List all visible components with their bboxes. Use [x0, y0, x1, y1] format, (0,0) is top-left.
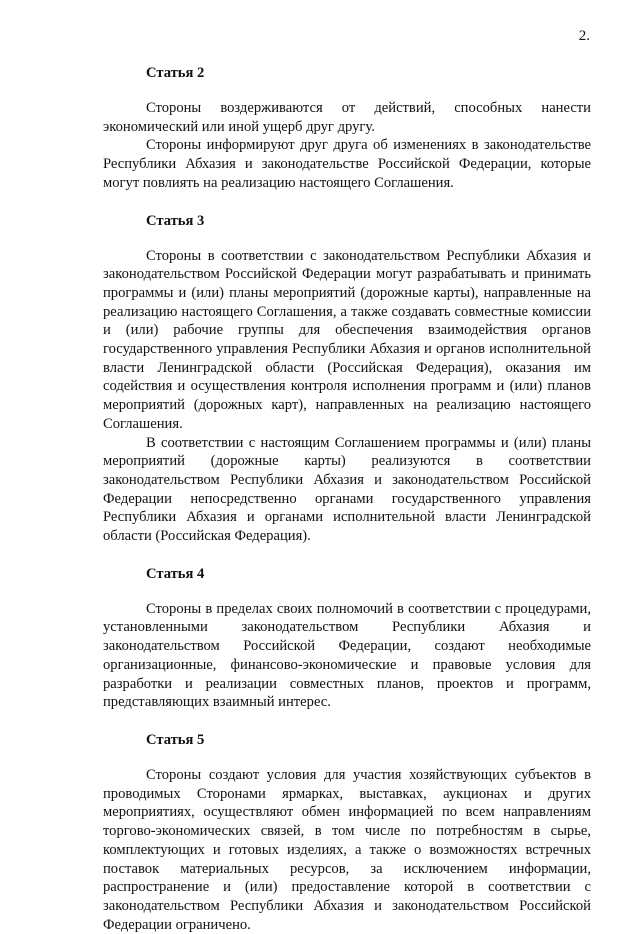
article-spacer: [103, 546, 591, 565]
article-spacer: [103, 712, 591, 731]
article-title: Статья 3: [146, 212, 205, 229]
article-paragraph: Стороны воздерживаются от действий, способных нанести экономический или иной ущерб друг другу.: [103, 100, 591, 135]
article-5: [103, 731, 591, 934]
article-2: [103, 64, 591, 193]
article-paragraph: В соответствии с настоящим Соглашением программы и (или) планы мероприятий (дорожные карты) реализуются в соответствии законодательством Республики Абхазия и законодательством Российской Федерации непосредственно органами государственного управления Республики Абхазия и органами исполнительной власти Ленинградской области (Российская Федерация).: [103, 434, 591, 545]
document-body: [103, 64, 591, 934]
article-paragraph: Стороны в соответствии с законодательством Республики Абхазия и законодательством Российской Федерации могут разрабатывать и принимать программы и (или) планы мероприятий (дорожные карты), направленные на реализацию настоящего Соглашения, а также создавать совместные комиссии и (или) рабочие группы для обеспечения взаимодействия органов государственного управления Республики Абхазия и органов исполнительной власти Ленинградской области (Российская Федерация), оказания им содействия и осуществления контроля исполнения программ и (или) планов мероприятий (дорожных карт), направленных на реализацию настоящего Соглашения.: [103, 247, 591, 432]
article-paragraph: Стороны информируют друг друга об изменениях в законодательстве Республики Абхазия и законодательстве Российской Федерации, которые могут повлиять на реализацию настоящего Соглашения.: [103, 137, 591, 191]
article-title: Статья 5: [146, 731, 205, 748]
article-spacer: [103, 193, 591, 212]
article-4: [103, 565, 591, 712]
article-title: Статья 2: [146, 65, 205, 81]
article-paragraph: Стороны в пределах своих полномочий в соответствии с процедурами, установленными законодательством Республики Абхазия и законодательством Российской Федерации, создают необходимые организационные, финансово-экономические и правовые условия для разработки и реализации совместных планов, проектов и программ, представляющих взаимный интерес.: [103, 600, 591, 711]
article-title: Статья 4: [146, 565, 205, 582]
article-paragraph: Стороны создают условия для участия хозяйствующих субъектов в проводимых Сторонами ярмарках, выставках, аукционах и других мероприятиях, осуществляют обмен информацией по всем направлениям торгово-экономических связей, в том числе по потребностям в сырье, комплектующих и готовых изделиях, а также о возможностях встречных поставок материальных ресурсов, за исключением информации, распространение и (или) предоставление которой в соответствии с законодательством Республики Абхазия и законодательством Российской Федерации ограничено.: [103, 766, 591, 933]
article-3: [103, 212, 591, 546]
page-number: 2.: [578, 28, 590, 44]
